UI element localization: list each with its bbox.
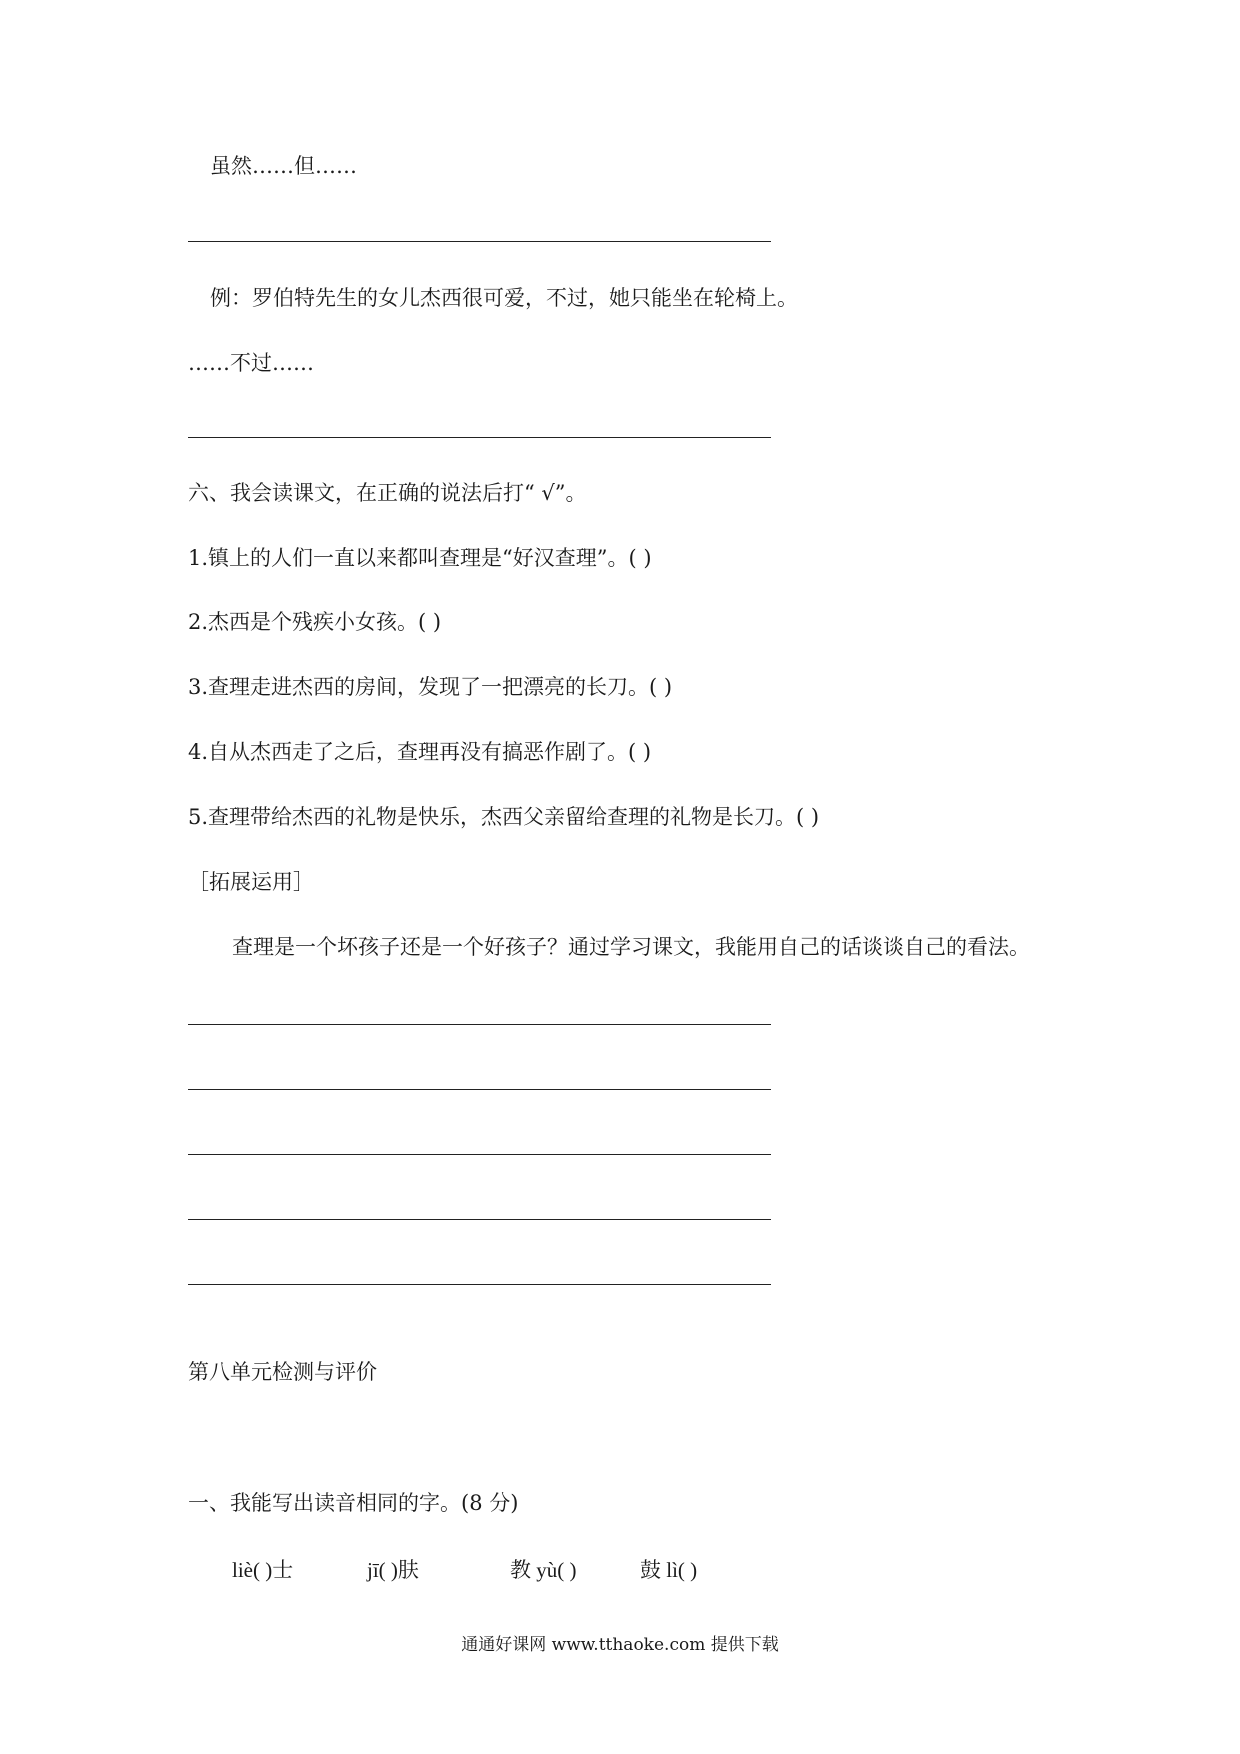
section-6-item: 4.自从杰西走了之后，查理再没有搞恶作剧了。( ) <box>188 740 652 764</box>
answer-line <box>188 437 771 438</box>
unit-8-question-1: 一、我能写出读音相同的字。(8 分) <box>188 1491 519 1515</box>
pinyin-item: liè( )士 <box>232 1558 294 1582</box>
pattern-line-buguo: ……不过…… <box>188 351 314 375</box>
answer-line <box>188 1089 771 1090</box>
unit-8-title: 第八单元检测与评价 <box>188 1360 377 1384</box>
section-6-item: 5.查理带给杰西的礼物是快乐，杰西父亲留给查理的礼物是长刀。( ) <box>188 805 820 829</box>
answer-line <box>188 1219 771 1220</box>
answer-line <box>188 241 771 242</box>
example-sentence: 例：罗伯特先生的女儿杰西很可爱，不过，她只能坐在轮椅上。 <box>210 286 798 310</box>
section-6-item: 3.查理走进杰西的房间，发现了一把漂亮的长刀。( ) <box>188 675 673 699</box>
pattern-line-suiran-dan: 虽然……但…… <box>210 154 357 178</box>
extension-heading: ［拓展运用］ <box>188 870 314 894</box>
pinyin-item: jī( )肤 <box>367 1558 419 1582</box>
answer-line <box>188 1154 771 1155</box>
answer-line <box>188 1284 771 1285</box>
section-6-heading: 六、我会读课文，在正确的说法后打“ √”。 <box>188 481 587 505</box>
pinyin-item: 教 yù( ) <box>510 1558 577 1582</box>
extension-prompt: 查理是一个坏孩子还是一个好孩子？通过学习课文，我能用自己的话谈谈自己的看法。 <box>232 935 1030 959</box>
section-6-item: 2.杰西是个残疾小女孩。( ) <box>188 610 442 634</box>
section-6-item: 1.镇上的人们一直以来都叫查理是“好汉查理”。( ) <box>188 546 652 570</box>
answer-line <box>188 1024 771 1025</box>
footer-credit: 通通好课网 www.tthaoke.com 提供下载 <box>461 1635 779 1655</box>
pinyin-item: 鼓 lì( ) <box>640 1558 698 1582</box>
